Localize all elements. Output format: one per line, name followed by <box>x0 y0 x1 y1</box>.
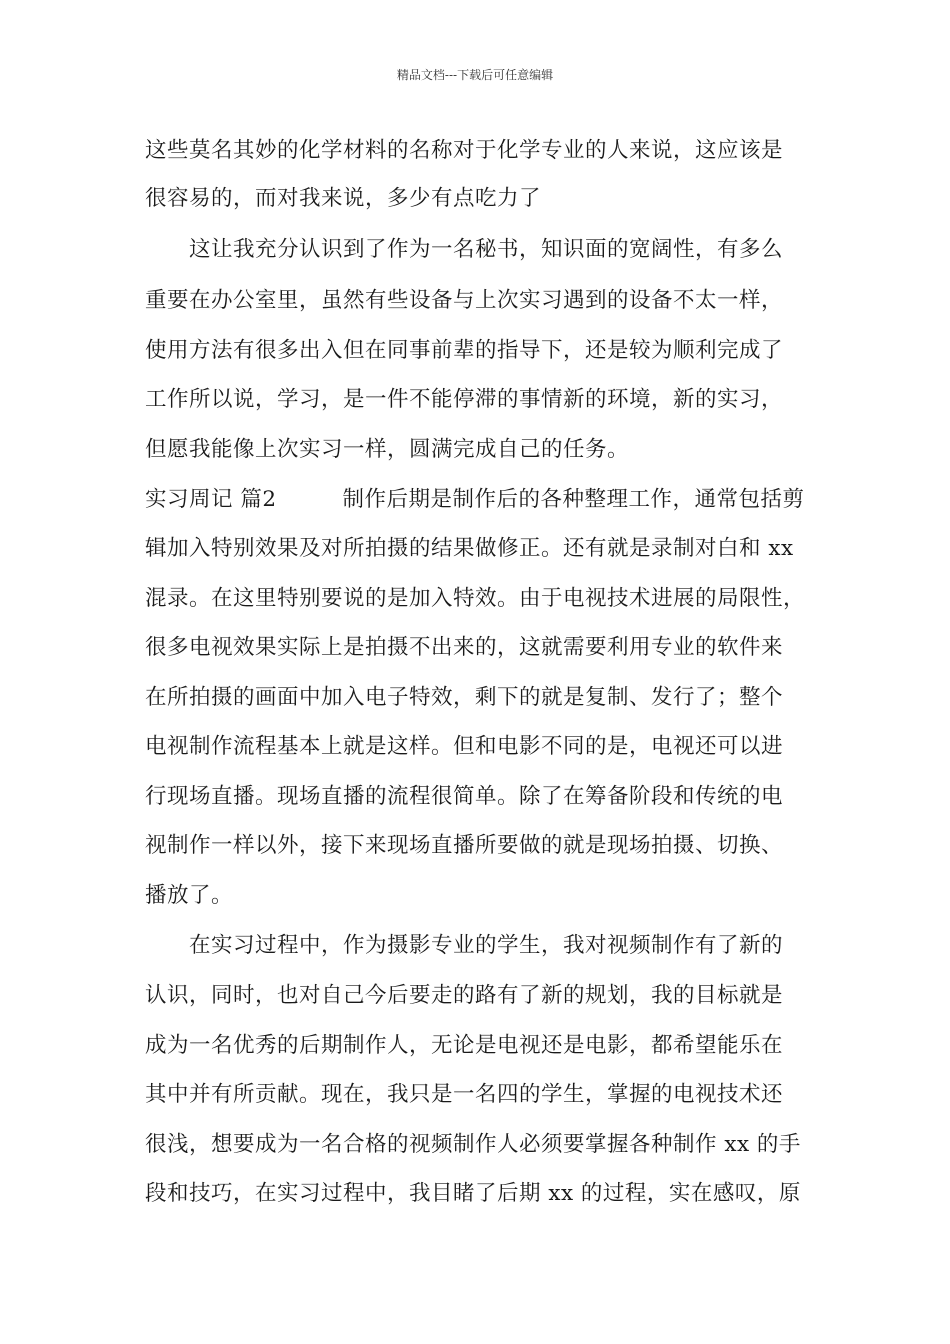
text-line: 工作所以说，学习，是一件不能停滞的事情新的环境，新的实习， <box>145 387 784 412</box>
text-line: 使用方法有很多出入但在同事前辈的指导下，还是较为顺利完成了 <box>145 338 784 363</box>
text-line: 视制作一样以外，接下来现场直播所要做的就是现场拍摄、切换、 <box>145 833 784 858</box>
text-line: 很容易的，而对我来说，多少有点吃力了 <box>145 186 542 211</box>
text-line: 重要在办公室里，虽然有些设备与上次实习遇到的设备不太一样， <box>145 288 784 313</box>
text-line: 播放了。 <box>145 883 234 908</box>
text-line: 很多电视效果实际上是拍摄不出来的，这就需要利用专业的软件来 <box>145 635 784 660</box>
text-line: 辑加入特别效果及对所拍摄的结果做修正。还有就是录制对白和 xx <box>145 536 794 561</box>
text-line: 成为一名优秀的后期制作人，无论是电视还是电影，都希望能乐在 <box>145 1033 784 1058</box>
text-line: 电视制作流程基本上就是这样。但和电影不同的是，电视还可以进 <box>145 734 784 759</box>
text-line: 在所拍摄的画面中加入电子特效，剩下的就是复制、发行了；整个 <box>145 685 784 710</box>
text-line: 认识，同时，也对自己今后要走的路有了新的规划，我的目标就是 <box>145 983 784 1008</box>
text-line: 段和技巧，在实习过程中，我目睹了后期 xx 的过程，实在感叹，原 <box>145 1181 801 1206</box>
text-line: 很浅，想要成为一名合格的视频制作人必须要掌握各种制作 xx 的手 <box>145 1132 801 1157</box>
text-line: 在实习过程中，作为摄影专业的学生，我对视频制作有了新的 <box>145 933 784 958</box>
text-line: 这些莫名其妙的化学材料的名称对于化学专业的人来说，这应该是 <box>145 138 784 163</box>
text-line: 行现场直播。现场直播的流程很简单。除了在筹备阶段和传统的电 <box>145 784 784 809</box>
text-line: 这让我充分认识到了作为一名秘书，知识面的宽阔性，有多么 <box>145 237 784 262</box>
text-line: 实习周记 篇2 制作后期是制作后的各种整理工作，通常包括剪 <box>145 487 805 512</box>
text-line: 但愿我能像上次实习一样，圆满完成自己的任务。 <box>145 437 630 462</box>
text-line: 其中并有所贡献。现在，我只是一名四的学生，掌握的电视技术还 <box>145 1082 784 1107</box>
text-line: 混录。在这里特别要说的是加入特效。由于电视技术进展的局限性， <box>145 586 806 611</box>
page-header: 精品文档---下载后可任意编辑 <box>396 68 554 82</box>
